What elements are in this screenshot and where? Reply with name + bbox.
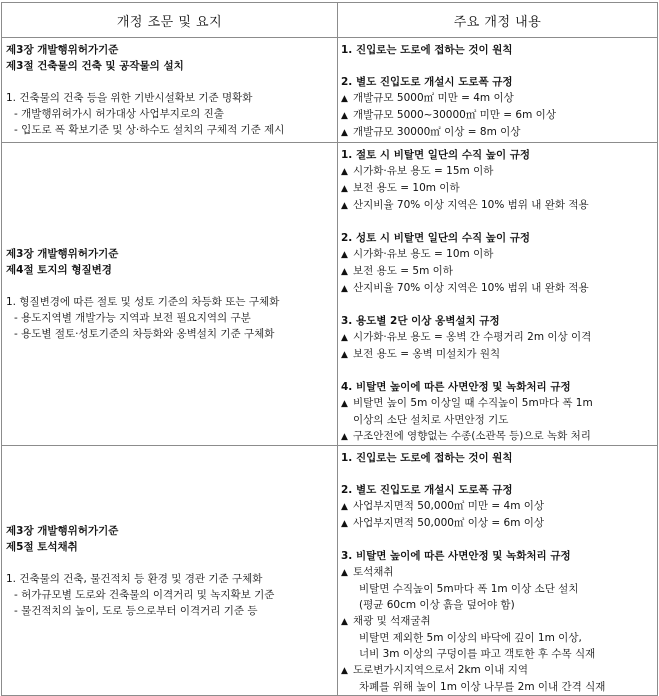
- rule-heading: 4. 비탈면 높이에 따른 사면안정 및 녹화처리 규정: [341, 381, 571, 393]
- triangle-bullet-icon: ▲: [341, 167, 348, 177]
- summary-bullet: - 용도지역별 개발가능 지역과 보전 필요지역의 구분: [14, 312, 251, 324]
- row2-right-cell: [338, 143, 658, 446]
- chapter-title: 제3장 개발행위허가기준: [6, 44, 119, 56]
- chapter-title: 제3장 개발행위허가기준: [6, 248, 119, 260]
- triangle-bullet-icon: ▲: [341, 184, 348, 194]
- summary-bullet: - 입도로 폭 확보기준 및 상·하수도 설치의 구체적 기준 제시: [14, 124, 285, 136]
- triangle-bullet-icon: ▲: [341, 201, 348, 211]
- row2-left-cell: [2, 143, 338, 446]
- list-item-detail: 차폐를 위해 높이 1m 이상 나무를 2m 이내 간격 식재: [359, 681, 606, 693]
- list-item: ▲ 개발규모 30000㎡ 이상 = 8m 이상: [341, 124, 655, 141]
- row1-right-cell: [338, 38, 658, 143]
- triangle-bullet-icon: ▲: [341, 399, 348, 409]
- triangle-bullet-icon: ▲: [341, 128, 348, 138]
- revision-table: [1, 2, 658, 696]
- header-col2: 주요 개정 내용: [338, 3, 658, 38]
- rule-heading: 1. 진입로는 도로에 접하는 것이 원칙: [341, 44, 513, 56]
- header-row: [2, 3, 658, 38]
- triangle-bullet-icon: ▲: [341, 250, 348, 260]
- row3-left-cell: [2, 446, 338, 696]
- list-item: ▲ 보전 용도 = 5m 이하: [341, 263, 655, 280]
- summary-bullet: - 허가규모별 도로와 건축물의 이격거리 및 녹지확보 기준: [14, 588, 275, 601]
- triangle-bullet-icon: ▲: [341, 568, 348, 578]
- triangle-bullet-icon: ▲: [341, 350, 348, 360]
- list-item: ▲ 채광 및 석재굴취: [341, 613, 655, 630]
- triangle-bullet-icon: ▲: [341, 267, 348, 277]
- summary-text: 1. 건축물의 건축 등을 위한 기반시설확보 기준 명확화: [6, 92, 253, 104]
- list-item: ▲ 시가화·유보 용도 = 10m 이하: [341, 246, 655, 263]
- list-item: ▲ 토석채취: [341, 564, 655, 581]
- summary-text: 1. 형질변경에 따른 절토 및 성토 기준의 차등화 또는 구체화: [6, 296, 280, 308]
- triangle-bullet-icon: ▲: [341, 432, 348, 442]
- triangle-bullet-icon: ▲: [341, 519, 348, 529]
- section-title: 제3절 건축물의 건축 및 공작물의 설치: [6, 60, 184, 72]
- rule-heading: 3. 용도별 2단 이상 옹벽설치 규정: [341, 315, 500, 327]
- list-item: ▲ 구조안전에 영향없는 수종(소관목 등)으로 녹화 처리: [341, 428, 655, 445]
- rule-heading: 2. 별도 진입도로 개설시 도로폭 규정: [341, 484, 513, 496]
- rule-heading: 3. 비탈면 높이에 따른 사면안정 및 녹화처리 규정: [341, 550, 571, 562]
- table-row: [2, 446, 658, 696]
- triangle-bullet-icon: ▲: [341, 333, 348, 343]
- section-title: 제4절 토지의 형질변경: [6, 264, 112, 276]
- list-item-detail: 비탈면 수직높이 5m마다 폭 1m 이상 소단 설치: [359, 583, 579, 595]
- list-item: ▲ 개발규모 5000~30000㎡ 미만 = 6m 이상: [341, 107, 655, 124]
- triangle-bullet-icon: ▲: [341, 666, 348, 676]
- table-row: [2, 143, 658, 446]
- list-item: ▲ 보전 용도 = 10m 이하: [341, 180, 655, 197]
- header-col1: 개정 조문 및 요지: [2, 3, 338, 38]
- list-item-detail: 너비 3m 이상의 구덩이를 파고 객토한 후 수목 식재: [359, 648, 596, 660]
- triangle-bullet-icon: ▲: [341, 284, 348, 294]
- list-item: ▲ 개발규모 5000㎡ 미만 = 4m 이상: [341, 90, 655, 107]
- list-item: ▲ 시가화·유보 용도 = 옹벽 간 수평거리 2m 이상 이격: [341, 329, 655, 346]
- rule-heading: 1. 진입로는 도로에 접하는 것이 원칙: [341, 452, 513, 464]
- rule-heading: 2. 성토 시 비탈면 일단의 수직 높이 규정: [341, 232, 531, 244]
- list-item: ▲ 비탈면 높이 5m 이상일 때 수직높이 5m마다 폭 1m: [341, 395, 655, 412]
- triangle-bullet-icon: ▲: [341, 502, 348, 512]
- list-item: ▲ 보전 용도 = 옹벽 미설치가 원칙: [341, 346, 655, 363]
- list-item-continuation: 이상의 소단 설치로 사면안정 기도: [353, 414, 509, 426]
- summary-bullet: - 용도별 절토·성토기준의 차등화와 옹벽설치 기준 구체화: [14, 328, 275, 340]
- summary-text: 1. 건축물의 건축, 물건적치 등 환경 및 경관 기준 구체화: [6, 572, 263, 585]
- list-item-detail: (평균 60cm 이상 흙을 덮어야 함): [359, 599, 515, 611]
- row1-left-cell: [2, 38, 338, 143]
- list-item: ▲ 사업부지면적 50,000㎡ 미만 = 4m 이상: [341, 498, 655, 515]
- list-item: ▲ 시가화·유보 용도 = 15m 이하: [341, 163, 655, 180]
- triangle-bullet-icon: ▲: [341, 617, 348, 627]
- table-row: [2, 38, 658, 143]
- summary-bullet: - 개발행위허가시 허가대상 사업부지로의 진출: [14, 108, 224, 120]
- chapter-title: 제3장 개발행위허가기준: [6, 524, 119, 537]
- list-item: ▲ 사업부지면적 50,000㎡ 이상 = 6m 이상: [341, 515, 655, 532]
- triangle-bullet-icon: ▲: [341, 111, 348, 121]
- triangle-bullet-icon: ▲: [341, 94, 348, 104]
- rule-heading: 1. 절토 시 비탈면 일단의 수직 높이 규정: [341, 149, 531, 161]
- list-item-detail: 비탈면 제외한 5m 이상의 바닥에 깊이 1m 이상,: [359, 632, 582, 644]
- summary-bullet: - 물건적치의 높이, 도로 등으로부터 이격거리 기준 등: [14, 604, 258, 617]
- list-item: ▲ 도로변가시지역으로서 2km 이내 지역: [341, 662, 655, 679]
- section-title: 제5절 토석채취: [6, 540, 78, 553]
- row3-right-cell: [338, 446, 658, 696]
- list-item: ▲ 산지비율 70% 이상 지역은 10% 범위 내 완화 적용: [341, 280, 655, 297]
- rule-heading: 2. 별도 진입도로 개설시 도로폭 규정: [341, 76, 513, 88]
- list-item: ▲ 산지비율 70% 이상 지역은 10% 범위 내 완화 적용: [341, 197, 655, 214]
